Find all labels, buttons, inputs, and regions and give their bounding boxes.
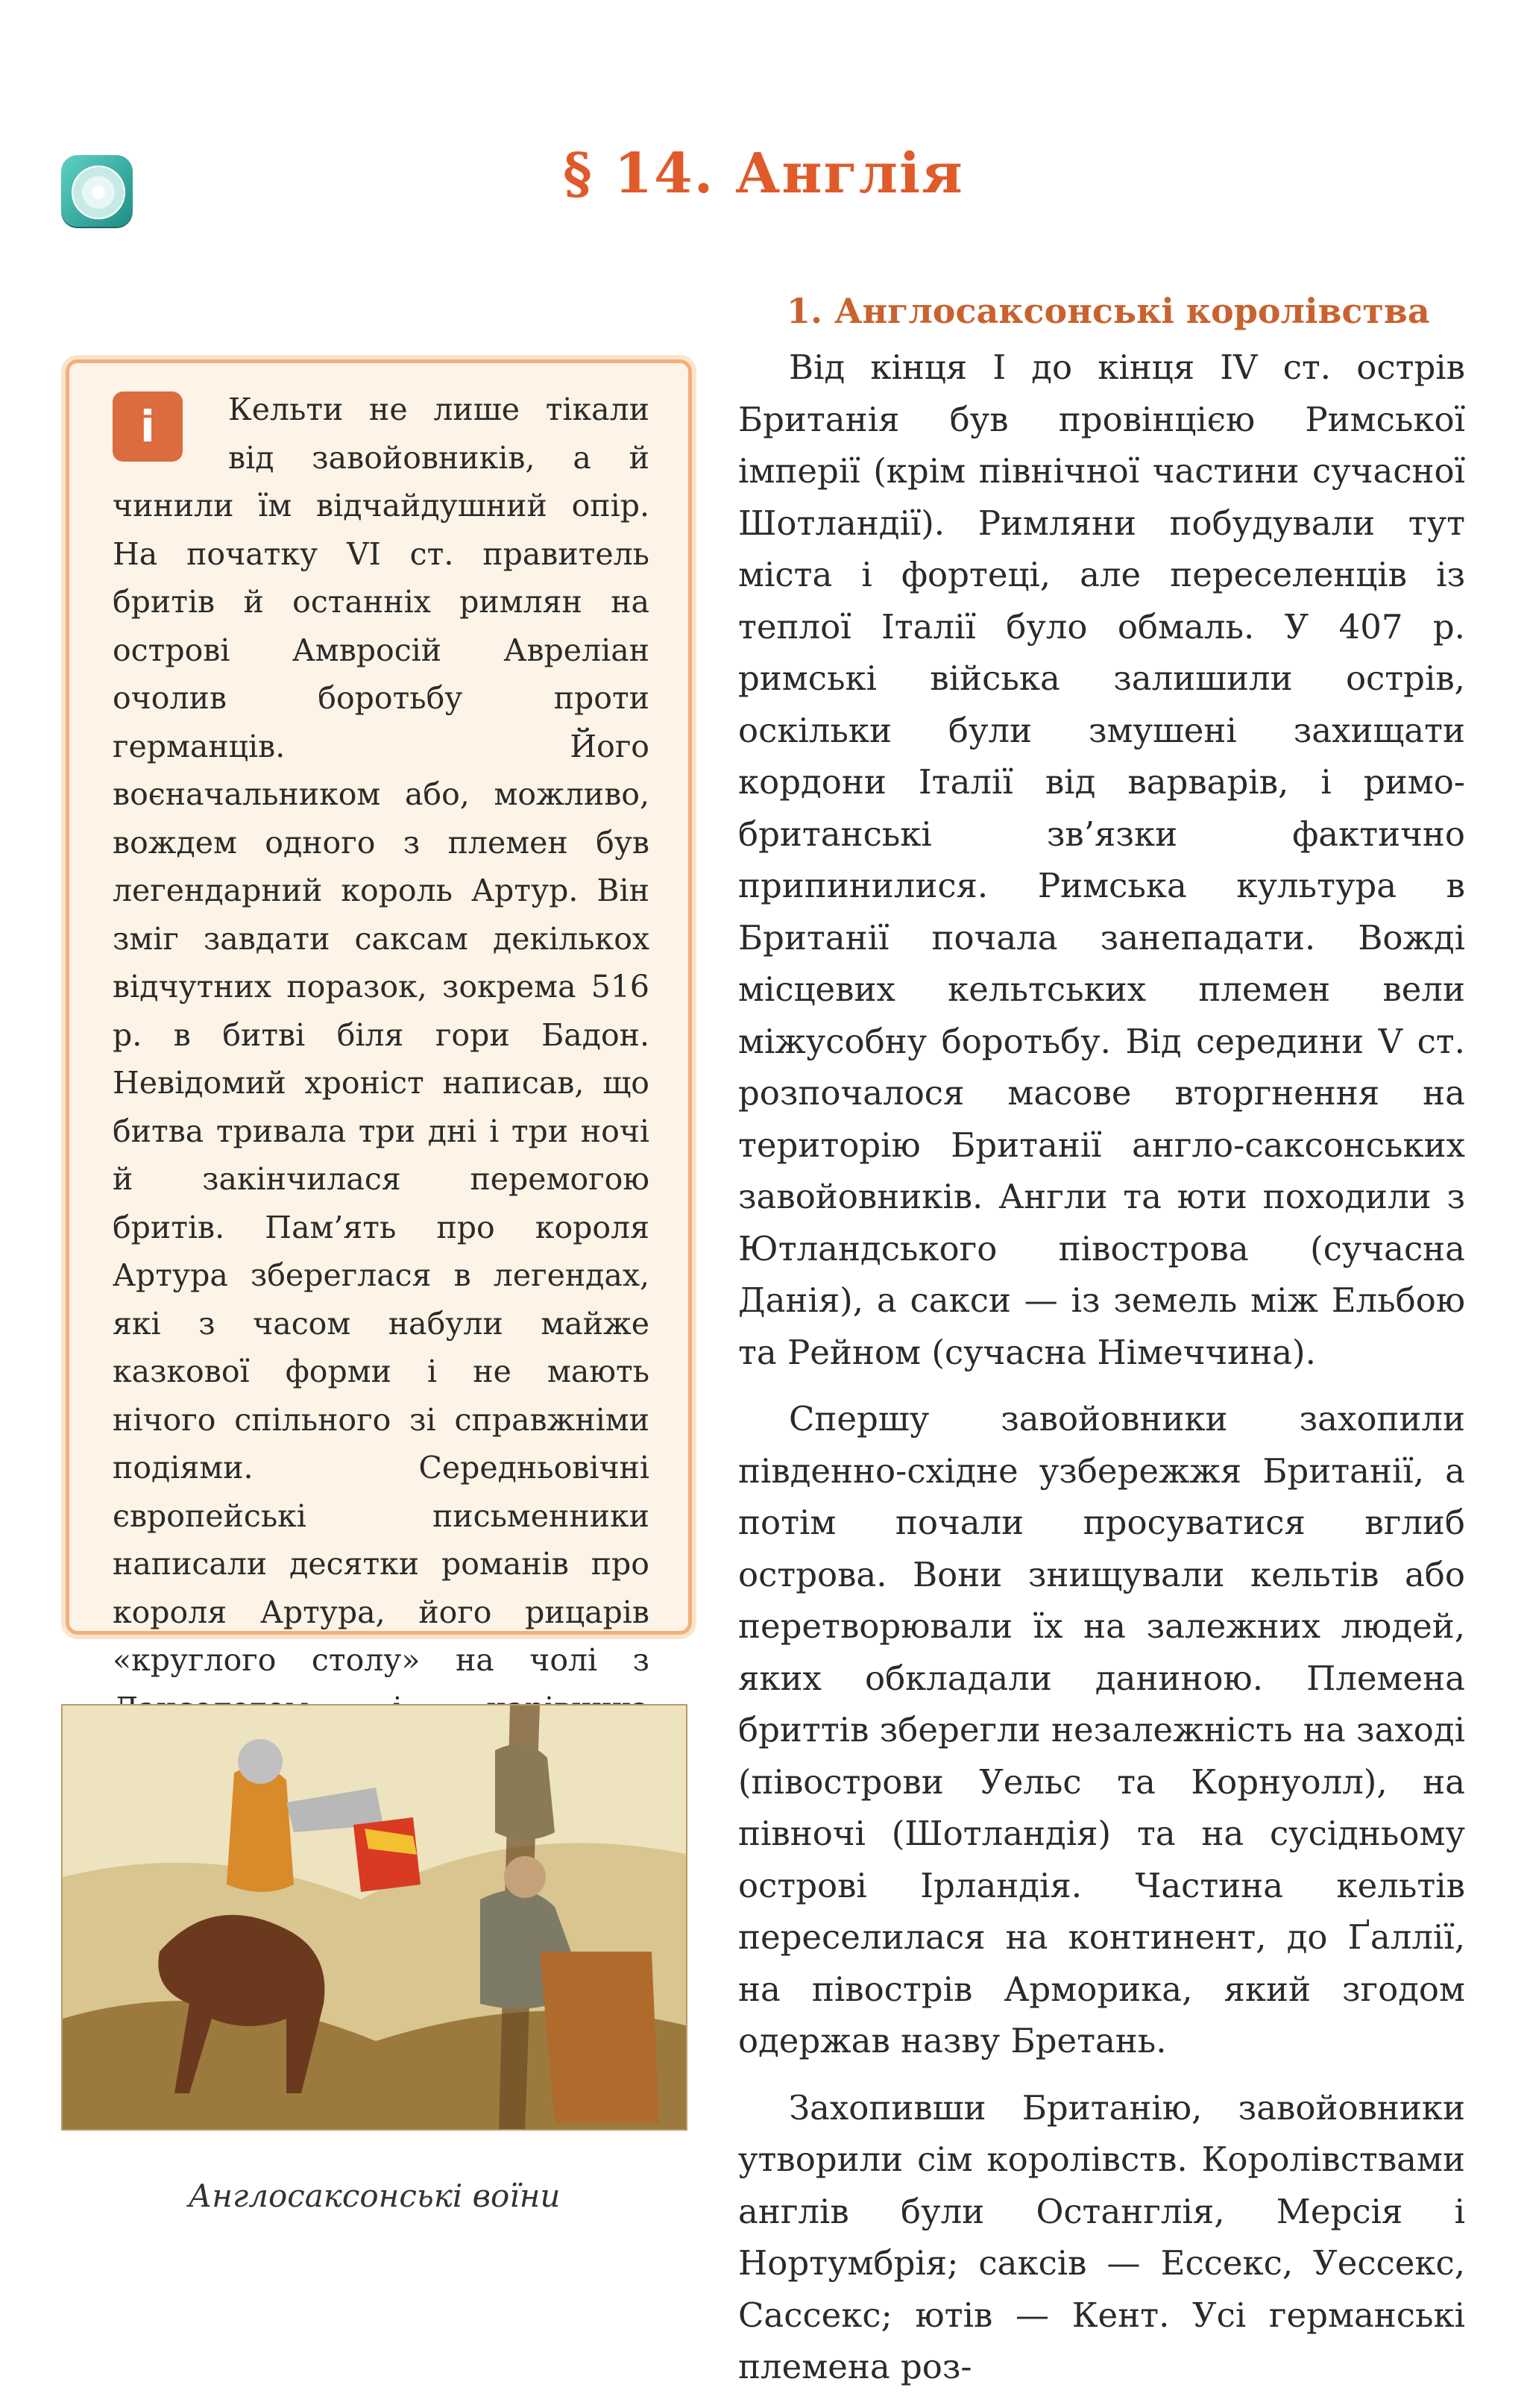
picture-caption: Англосаксонські воїни (188, 2178, 561, 2214)
info-box (66, 359, 692, 1678)
paragraph: Захопивши Британію, завойовники утворили сім королівств. Королівствами англів були Останглія, Мерсія і Нортумбрія; саксів — Ессекс, Уессекс, Сассекс; ютів — Кент. Усі германські племена роз- (738, 2087, 1465, 2386)
paragraph: Від кінця I до кінця IV ст. острів Британія був провінцією Римської імперії (крім північної частини сучасної Шотландії). Римляни побудували тут міста і фортеці, але переселенців із теплої Італії було обмаль. У 407 р. римські війська залишили острів, оскільки були змушені захищати кордони Італії від варварів, і римо-британські зв’язки фактично припинилися. Римська культура в Британії почала занепадати. Вожді місцевих кельтських племен вели міжусобну боротьбу. Від середини V ст. розпочалося масове вторгнення на територію Британії англо-саксонських завойовників. Англи та юти походили з Ютландського півострова (сучасна Данія), а сакси — із земель між Ельбою та Рейном (сучасна Німеччина). (738, 348, 1465, 1372)
section-heading: 1. Англосаксонські королівства (787, 291, 1430, 331)
illustration-warriors (61, 1704, 687, 2131)
info-box-text: Кельти не лише тікали від завойовників, а й чинили їм відчайдушний опір. На початку VI ст. правитель бритів й останніх римлян на острові Амвросій Авреліан очолив боротьбу проти германців. Його воєначальником або, можливо, вождем одного з племен був легендарний король Артур. Він зміг завдати саксам декількох відчутних поразок, зокрема 516 р. в битві біля гори Бадон. Невідомий хроніст написав, що битва тривала три дні і три ночі й закінчилася перемогою бритів. Пам’ять про короля Артура збереглася в легендах, які з часом набули майже казкової форми і не мають нічого спільного зі справжніми подіями. Середньовічні європейські письменники написали десятки романів про короля Артура, його рицарів «круглого столу» на чолі з (113, 392, 649, 1678)
main-text (738, 342, 1465, 2408)
page-title: § 14. Англія (563, 142, 964, 206)
info-icon: i (113, 392, 183, 462)
paragraph: Спершу завойовники захопили південно-східне узбережжя Британії, а потім почали просуватися вглиб острова. Вони знищували кельтів або перетворювали їх на залежних людей, яких обкладали даниною. Племена бриттів зберегли незалежність на заході (півострови Уельс та Корнуолл), на півночі (Шотландія) та на сусідньому острові Ірландія. Частина кельтів переселилася на континент, до Ґаллії, на півострів Арморика, який згодом одержав назву Бретань. (738, 1399, 1465, 2060)
illustration-art (63, 1706, 687, 2131)
